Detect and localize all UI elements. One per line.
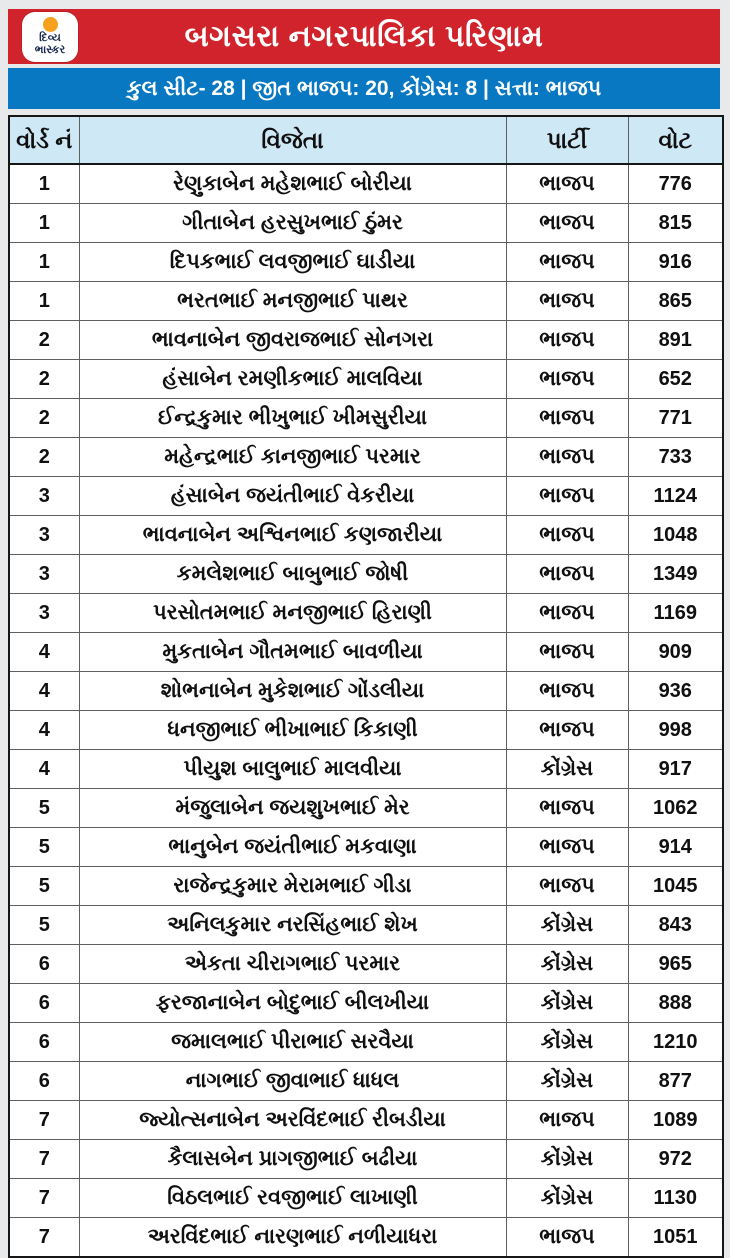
- votes-column-header: વોટ: [628, 116, 723, 164]
- votes-cell: 776: [628, 164, 723, 204]
- votes-cell: 771: [628, 399, 723, 438]
- party-cell: ભાજપ: [506, 360, 628, 399]
- table-row: [9, 555, 723, 594]
- table-row: [9, 243, 723, 282]
- winner-cell: રાજેન્દ્રકુમાર મેરામભાઈ ગીડા: [79, 867, 506, 906]
- votes-cell: 1169: [628, 594, 723, 633]
- party-cell: ભાજપ: [506, 282, 628, 321]
- results-table: [8, 115, 724, 1258]
- winner-cell: પીયુશ બાલુભાઈ માલવીયા: [79, 750, 506, 789]
- party-cell: ભાજપ: [506, 789, 628, 828]
- votes-cell: 843: [628, 906, 723, 945]
- votes-cell: 877: [628, 1062, 723, 1101]
- table-row: [9, 672, 723, 711]
- table-row: [9, 360, 723, 399]
- winner-cell: કૈલાસબેન પ્રાગજીભાઈ બઢીયા: [79, 1140, 506, 1179]
- logo-text-line2: ભાસ્કર: [34, 44, 66, 56]
- table-row: [9, 711, 723, 750]
- votes-cell: 965: [628, 945, 723, 984]
- party-cell: ભાજપ: [506, 204, 628, 243]
- winner-cell: ભરતભાઈ મનજીભાઈ પાથર: [79, 282, 506, 321]
- table-row: [9, 477, 723, 516]
- table-row: [9, 321, 723, 360]
- summary-bar: [8, 68, 720, 109]
- winner-cell: ગીતાબેન હરસુખભાઈ ઠુંમર: [79, 204, 506, 243]
- winner-cell: ધનજીભાઈ ભીખાભાઈ કિકાણી: [79, 711, 506, 750]
- winner-cell: પરસોતમભાઈ મનજીભાઈ હિરાણી: [79, 594, 506, 633]
- votes-cell: 652: [628, 360, 723, 399]
- ward-cell: 7: [9, 1140, 79, 1179]
- ward-cell: 2: [9, 399, 79, 438]
- winner-cell: મુકતાબેન ગૌતમભાઈ બાવળીયા: [79, 633, 506, 672]
- ward-cell: 3: [9, 477, 79, 516]
- winner-cell: મંજુલાબેન જયશુખભાઈ મેર: [79, 789, 506, 828]
- title-banner: [8, 9, 720, 64]
- header-row: [9, 116, 723, 164]
- table-row: [9, 828, 723, 867]
- party-cell: ભાજપ: [506, 594, 628, 633]
- results-table-container: [8, 115, 722, 1258]
- winner-cell: જ્યોત્સનાબેન અરવિંદભાઈ રીબડીયા: [79, 1101, 506, 1140]
- ward-cell: 2: [9, 321, 79, 360]
- votes-cell: 891: [628, 321, 723, 360]
- ward-cell: 2: [9, 360, 79, 399]
- party-cell: ભાજપ: [506, 672, 628, 711]
- table-row: [9, 1101, 723, 1140]
- ward-cell: 1: [9, 204, 79, 243]
- ward-cell: 4: [9, 711, 79, 750]
- winner-cell: રેણુકાબેન મહેશભાઈ બોરીયા: [79, 164, 506, 204]
- winner-cell: જમાલભાઈ પીરાભાઈ સરવૈયા: [79, 1023, 506, 1062]
- logo-sun-icon: [43, 17, 58, 32]
- winner-cell: ફરજાનાબેન બોદુભાઈ બીલખીયા: [79, 984, 506, 1023]
- votes-cell: 865: [628, 282, 723, 321]
- ward-cell: 6: [9, 945, 79, 984]
- page-title: બગસરા નગરપાલિકા પરિણામ: [184, 19, 544, 53]
- votes-cell: 1089: [628, 1101, 723, 1140]
- ward-cell: 3: [9, 516, 79, 555]
- party-cell: કોંગ્રેસ: [506, 1023, 628, 1062]
- table-row: [9, 282, 723, 321]
- ward-cell: 3: [9, 555, 79, 594]
- winner-cell: મહેન્દ્રભાઈ કાનજીભાઈ પરમાર: [79, 438, 506, 477]
- table-row: [9, 164, 723, 204]
- winner-cell: ઈન્દ્રકુમાર ભીખુભાઈ ખીમસુરીયા: [79, 399, 506, 438]
- votes-cell: 1051: [628, 1218, 723, 1258]
- party-cell: ભાજપ: [506, 516, 628, 555]
- table-row: [9, 789, 723, 828]
- results-table-header: [9, 116, 723, 164]
- votes-cell: 888: [628, 984, 723, 1023]
- winner-cell: અરવિંદભાઈ નારણભાઈ નળીયાધરા: [79, 1218, 506, 1258]
- winner-cell: ભાવનાબેન અશ્વિનભાઈ કણજારીયા: [79, 516, 506, 555]
- ward-cell: 5: [9, 789, 79, 828]
- ward-cell: 4: [9, 633, 79, 672]
- table-row: [9, 204, 723, 243]
- party-cell: ભાજપ: [506, 243, 628, 282]
- votes-cell: 1045: [628, 867, 723, 906]
- votes-cell: 733: [628, 438, 723, 477]
- winner-cell: વિઠલભાઈ રવજીભાઈ લાખાણી: [79, 1179, 506, 1218]
- ward-cell: 7: [9, 1179, 79, 1218]
- ward-cell: 1: [9, 243, 79, 282]
- party-cell: કોંગ્રેસ: [506, 1179, 628, 1218]
- votes-cell: 909: [628, 633, 723, 672]
- party-cell: ભાજપ: [506, 1218, 628, 1258]
- ward-cell: 6: [9, 984, 79, 1023]
- party-cell: ભાજપ: [506, 1101, 628, 1140]
- party-cell: કોંગ્રેસ: [506, 1140, 628, 1179]
- ward-cell: 5: [9, 867, 79, 906]
- ward-cell: 2: [9, 438, 79, 477]
- winner-cell: શોભનાબેન મુકેશભાઈ ગોંડલીયા: [79, 672, 506, 711]
- divya-bhaskar-logo: [22, 12, 78, 62]
- table-row: [9, 945, 723, 984]
- votes-cell: 917: [628, 750, 723, 789]
- party-cell: ભાજપ: [506, 828, 628, 867]
- table-row: [9, 867, 723, 906]
- table-row: [9, 1062, 723, 1101]
- party-column-header: પાર્ટી: [506, 116, 628, 164]
- summary-text: કુલ સીટ- 28 | જીત ભાજપ: 20, કોંગ્રેસ: 8 | સત્તા: ભાજપ: [126, 76, 602, 100]
- party-cell: ભાજપ: [506, 711, 628, 750]
- votes-cell: 1130: [628, 1179, 723, 1218]
- table-row: [9, 1023, 723, 1062]
- ward-cell: 4: [9, 672, 79, 711]
- votes-cell: 936: [628, 672, 723, 711]
- votes-cell: 998: [628, 711, 723, 750]
- party-cell: ભાજપ: [506, 555, 628, 594]
- table-row: [9, 438, 723, 477]
- winner-cell: એકતા ચીરાગભાઈ પરમાર: [79, 945, 506, 984]
- votes-cell: 1210: [628, 1023, 723, 1062]
- table-row: [9, 906, 723, 945]
- ward-cell: 6: [9, 1062, 79, 1101]
- table-row: [9, 750, 723, 789]
- table-row: [9, 1179, 723, 1218]
- ward-cell: 7: [9, 1218, 79, 1258]
- logo-text-line1: દિવ્ય: [39, 32, 61, 45]
- winner-column-header: વિજેતા: [79, 116, 506, 164]
- votes-cell: 972: [628, 1140, 723, 1179]
- winner-cell: કમલેશભાઈ બાબુભાઈ જોષી: [79, 555, 506, 594]
- ward-cell: 1: [9, 164, 79, 204]
- results-table-body: [9, 164, 723, 1257]
- ward-column-header: વોર્ડ નં: [9, 116, 79, 164]
- votes-cell: 914: [628, 828, 723, 867]
- ward-cell: 3: [9, 594, 79, 633]
- table-row: [9, 594, 723, 633]
- votes-cell: 1048: [628, 516, 723, 555]
- ward-cell: 1: [9, 282, 79, 321]
- winner-cell: અનિલકુમાર નરસિંહભાઈ શેખ: [79, 906, 506, 945]
- ward-cell: 5: [9, 828, 79, 867]
- table-row: [9, 984, 723, 1023]
- ward-cell: 7: [9, 1101, 79, 1140]
- winner-cell: દિપકભાઈ લવજીભાઈ ઘાડીયા: [79, 243, 506, 282]
- party-cell: ભાજપ: [506, 633, 628, 672]
- party-cell: ભાજપ: [506, 321, 628, 360]
- votes-cell: 916: [628, 243, 723, 282]
- votes-cell: 1349: [628, 555, 723, 594]
- winner-cell: હંસાબેન જયંતીભાઈ વેકરીયા: [79, 477, 506, 516]
- votes-cell: 1124: [628, 477, 723, 516]
- winner-cell: નાગભાઈ જીવાભાઈ ધાધલ: [79, 1062, 506, 1101]
- party-cell: કોંગ્રેસ: [506, 906, 628, 945]
- ward-cell: 6: [9, 1023, 79, 1062]
- ward-cell: 5: [9, 906, 79, 945]
- party-cell: કોંગ્રેસ: [506, 750, 628, 789]
- table-row: [9, 633, 723, 672]
- party-cell: ભાજપ: [506, 477, 628, 516]
- votes-cell: 1062: [628, 789, 723, 828]
- table-row: [9, 516, 723, 555]
- winner-cell: ભાનુબેન જયંતીભાઈ મકવાણા: [79, 828, 506, 867]
- table-row: [9, 1218, 723, 1258]
- ward-cell: 4: [9, 750, 79, 789]
- party-cell: ભાજપ: [506, 164, 628, 204]
- winner-cell: હંસાબેન રમણીકભાઈ માલવિયા: [79, 360, 506, 399]
- table-row: [9, 399, 723, 438]
- party-cell: ભાજપ: [506, 399, 628, 438]
- party-cell: કોંગ્રેસ: [506, 945, 628, 984]
- winner-cell: ભાવનાબેન જીવરાજભાઈ સોનગરા: [79, 321, 506, 360]
- party-cell: ભાજપ: [506, 438, 628, 477]
- party-cell: કોંગ્રેસ: [506, 1062, 628, 1101]
- table-row: [9, 1140, 723, 1179]
- votes-cell: 815: [628, 204, 723, 243]
- party-cell: કોંગ્રેસ: [506, 984, 628, 1023]
- party-cell: ભાજપ: [506, 867, 628, 906]
